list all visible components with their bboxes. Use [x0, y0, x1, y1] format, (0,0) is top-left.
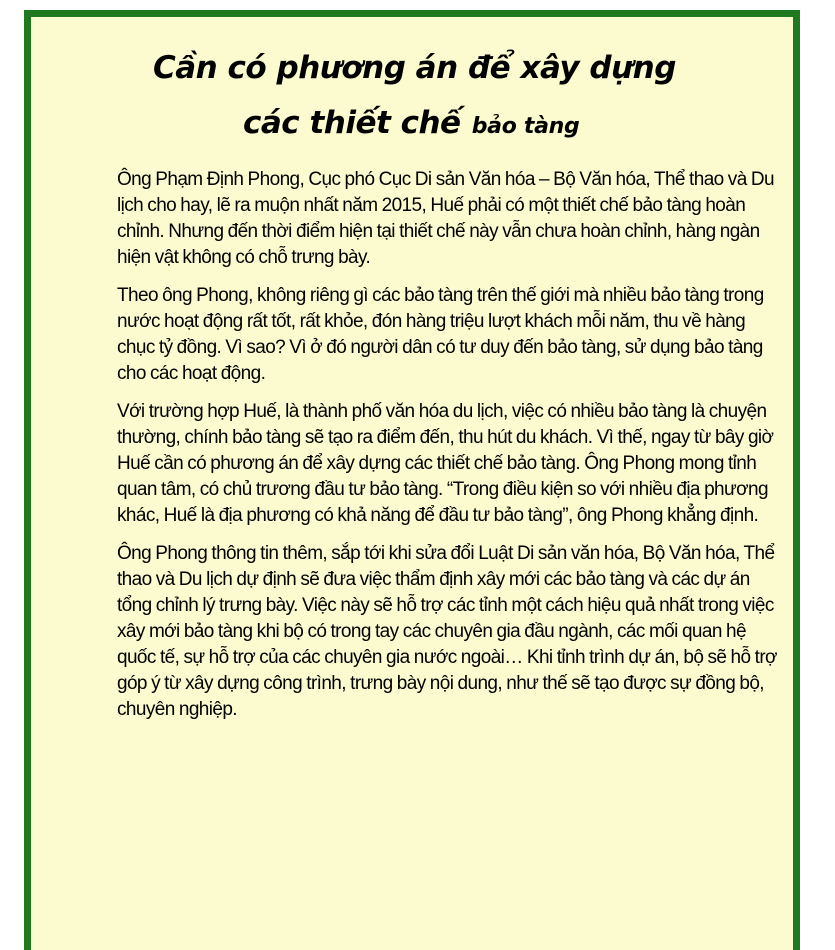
- paragraph-1: Ông Phạm Định Phong, Cục phó Cục Di sản Văn hóa – Bộ Văn hóa, Thể thao và Du lịch cho hay, lẽ ra muộn nhất năm 2015, Huế phải có một thiết chế bảo tàng hoàn chỉnh. Nhưng đến thời điểm hiện tại thiết chế này vẫn chưa hoàn chỉnh, hàng ngàn hiện vật không có chỗ trưng bày.: [117, 169, 774, 268]
- title-line-1: Cần có phương án để xây dựng: [153, 50, 676, 86]
- paragraph-4: Ông Phong thông tin thêm, sắp tới khi sửa đổi Luật Di sản văn hóa, Bộ Văn hóa, Thể thao và Du lịch dự định sẽ đưa việc thẩm định xây mới các bảo tàng và các dự án tổng chỉnh lý trưng bày. Việc này sẽ hỗ trợ các tỉnh một cách hiệu quả nhất trong việc xây mới bảo tàng khi bộ có trong tay các chuyên gia đầu ngành, các mối quan hệ quốc tế, sự hỗ trợ của các chuyên gia nước ngoài… Khi tỉnh trình dự án, bộ sẽ hỗ trợ góp ý từ xây dựng công trình, trưng bày nội dung, như thế sẽ tạo được sự đồng bộ, chuyên nghiệp.: [117, 543, 777, 720]
- title-line-2-small: bảo tàng: [471, 114, 580, 139]
- title-line-2: [243, 103, 579, 141]
- article-panel: [24, 10, 800, 950]
- article-body: [117, 167, 777, 735]
- paragraph-2: Theo ông Phong, không riêng gì các bảo tàng trên thế giới mà nhiều bảo tàng trong nước hoạt động rất tốt, rất khỏe, đón hàng triệu lượt khách mỗi năm, thu về hàng chục tỷ đồng. Vì sao? Vì ở đó người dân có tư duy đến bảo tàng, sử dụng bảo tàng cho các hoạt động.: [117, 285, 764, 384]
- paragraph-3: Với trường hợp Huế, là thành phố văn hóa du lịch, việc có nhiều bảo tàng là chuyện thường, chính bảo tàng sẽ tạo ra điểm đến, thu hút du khách. Vì thế, ngay từ bây giờ Huế cần có phương án để xây dựng các thiết chế bảo tàng. Ông Phong mong tỉnh quan tâm, có chủ trương đầu tư bảo tàng. “Trong điều kiện so với nhiều địa phương khác, Huế là địa phương có khả năng để đầu tư bảo tàng”, ông Phong khẳng định.: [117, 401, 774, 526]
- title-line-2-main: các thiết chế: [243, 105, 461, 141]
